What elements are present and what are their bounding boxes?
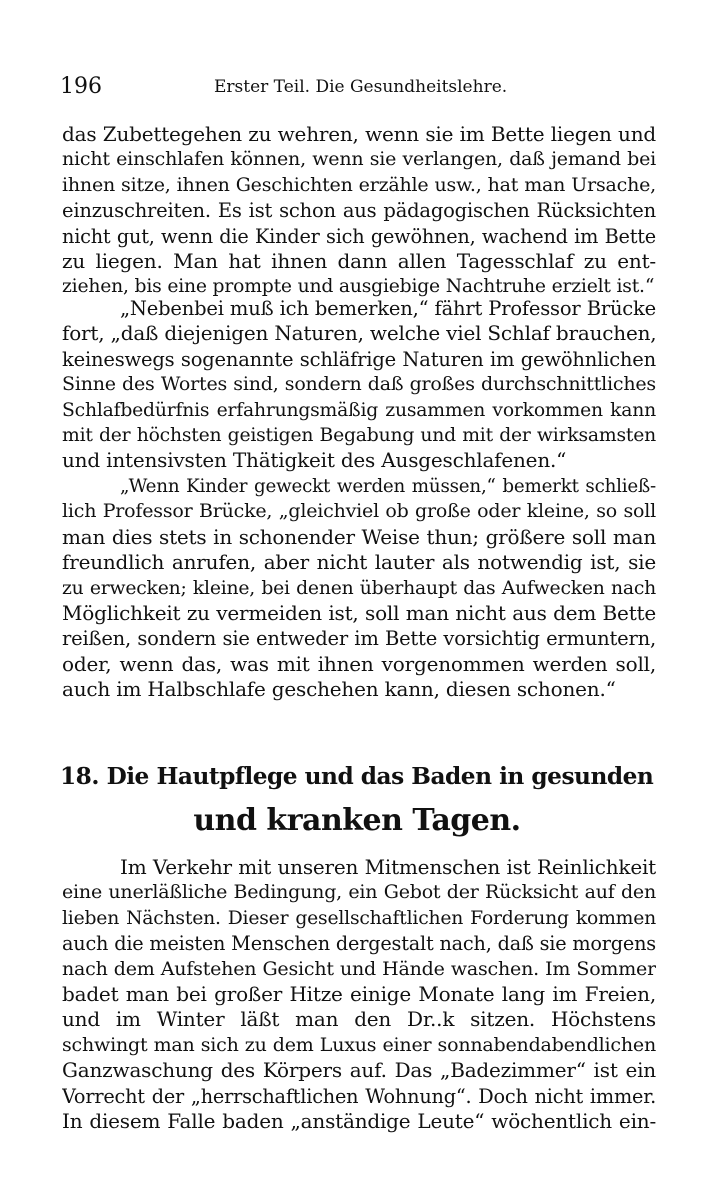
text-line: „Wenn Kinder geweckt werden müssen,“ bemerkt schließ-: [120, 476, 656, 497]
text-line: das Zubettegehen zu wehren, wenn sie im Bette liegen und: [62, 122, 656, 146]
text-line: mit der höchsten geistigen Begabung und mit der wirksamsten: [62, 424, 656, 446]
text-line: ihnen sitze, ihnen Geschichten erzähle usw., hat man Ursache,: [62, 173, 656, 196]
text-line: und im Winter läßt man den Dr..k sitzen. Höchstens: [62, 1007, 656, 1032]
paragraph-3: [62, 474, 656, 703]
text-line: „Nebenbei muß ich bemerken,“ fährt Professor Brücke: [120, 297, 656, 320]
page-number: 196: [60, 74, 102, 99]
text-line: lieben Nächsten. Dieser gesellschaftlichen Forderung kommen: [62, 907, 656, 929]
text-line: fort, „daß diejenigen Naturen, welche viel Schlaf brauchen,: [62, 321, 656, 346]
text-line: eine unerläßliche Bedingung, ein Gebot der Rücksicht auf den: [62, 881, 656, 904]
text-line: Möglichkeit zu vermeiden ist, soll man nicht aus dem Bette: [62, 600, 656, 625]
paragraph-1: [62, 122, 656, 300]
text-line: oder, wenn das, was mit ihnen vorgenommen werden soll,: [62, 651, 656, 676]
text-line: auch im Halbschlafe geschehen kann, diesen schonen.“: [62, 677, 616, 702]
text-line: auch die meisten Menschen dergestalt nach, daß sie morgens: [62, 932, 656, 956]
text-line: Vorrecht der „herrschaftlichen Wohnung“. Doch nicht immer.: [62, 1084, 656, 1108]
text-line: reißen, sondern sie entweder im Bette vorsichtig ermuntern,: [62, 627, 656, 651]
page-header: [60, 74, 660, 104]
text-line: Schlafbedürfnis erfahrungsmäßig zusammen vorkommen kann: [62, 399, 656, 421]
text-line: keineswegs sogenannte schläfrige Naturen im gewöhnlichen: [62, 347, 656, 371]
text-line: badet man bei großer Hitze einige Monate lang im Freien,: [62, 981, 656, 1006]
text-line: zu erwecken; kleine, bei denen überhaupt das Aufwecken nach: [62, 577, 656, 599]
text-line: Ganzwaschung des Körpers auf. Das „Badezimmer“ ist ein: [62, 1058, 656, 1083]
text-line: freundlich anrufen, aber nicht lauter als notwendig ist, sie: [62, 550, 656, 575]
paragraph-4: [62, 855, 656, 1134]
text-line: nicht gut, wenn die Kinder sich gewöhnen, wachend im Bette: [62, 224, 656, 248]
text-line: lich Professor Brücke, „gleichviel ob große oder kleine, so soll: [62, 500, 656, 523]
text-line: man dies stets in schonender Weise thun; größere soll man: [62, 524, 656, 549]
text-line: nach dem Aufstehen Gesicht und Hände waschen. Im Sommer: [62, 957, 656, 980]
text-line: und intensivsten Thätigkeit des Ausgeschlafenen.“: [62, 448, 567, 473]
section-number: 18.: [60, 763, 99, 790]
text-line: In diesem Falle baden „anständige Leute“ wöchentlich ein-: [62, 1108, 656, 1133]
running-head: Erster Teil. Die Gesundheitslehre.: [214, 77, 508, 97]
text-line: Im Verkehr mit unseren Mitmenschen ist Reinlichkeit: [120, 855, 656, 879]
text-line: ziehen, bis eine prompte und ausgiebige Nachtruhe erzielt ist.“: [62, 276, 655, 298]
text-line: zu liegen. Man hat ihnen dann allen Tagesschlaf zu ent-: [62, 248, 656, 273]
section-title-part-2: und kranken Tagen.: [193, 803, 521, 838]
text-line: nicht einschlafen können, wenn sie verlangen, daß jemand bei: [62, 148, 656, 171]
section-title-part-1: Die Hautpflege und das Baden in gesunden: [106, 763, 654, 790]
heading-first-line: [60, 756, 654, 798]
text-line: schwingt man sich zu dem Luxus einer sonnabendabendlichen: [62, 1033, 656, 1056]
section-heading: [60, 756, 654, 842]
paragraph-2: [62, 296, 656, 474]
text-line: einzuschreiten. Es ist schon aus pädagogischen Rücksichten: [62, 199, 656, 223]
text-line: Sinne des Wortes sind, sondern daß großes durchschnittliches: [62, 373, 656, 396]
